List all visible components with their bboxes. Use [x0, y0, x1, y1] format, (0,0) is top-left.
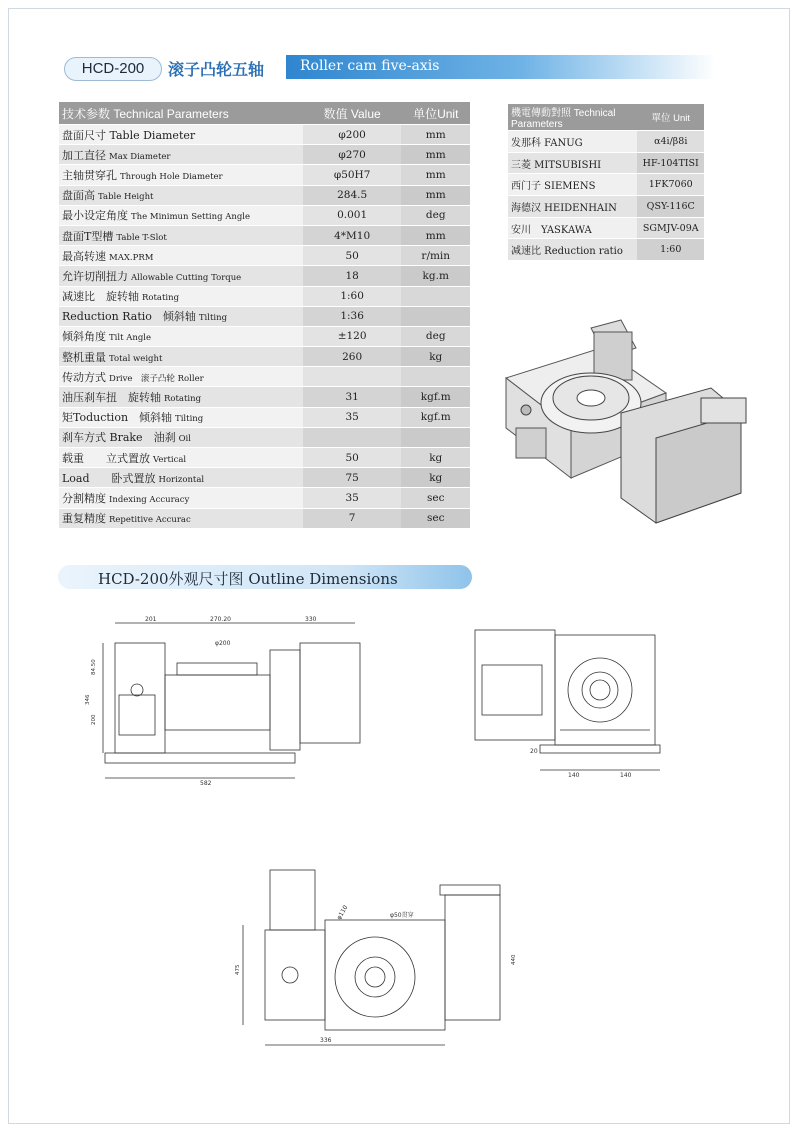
param-name — [59, 407, 303, 427]
title-chinese: 滚子凸轮五轴 — [168, 60, 265, 79]
param-name-en: Repetitive Accurac — [109, 515, 191, 526]
param-name-en: Max Diameter — [109, 151, 171, 162]
param-name — [59, 306, 303, 326]
technical-parameters-table — [59, 102, 470, 529]
top-view-drawing — [235, 865, 530, 1055]
param-name — [59, 468, 303, 488]
param-name-en: Table T-Slot — [116, 232, 167, 243]
param-value: φ200 — [303, 125, 402, 145]
param-value — [303, 367, 402, 387]
table-row — [508, 196, 704, 218]
table-row — [59, 488, 470, 508]
param-name-cn: 允许切削扭力 — [62, 269, 128, 283]
dim-phi110: φ110 — [335, 904, 350, 921]
param-name-cn: 重复精度 — [62, 512, 106, 526]
param-name-cn: Load 卧式置放 — [62, 471, 156, 485]
system-model: 1FK7060 — [637, 174, 704, 196]
dim-phi200: φ200 — [215, 640, 231, 647]
table-row — [59, 448, 470, 468]
param-name-cn: 减速比 旋转轴 — [62, 290, 139, 304]
system-name: 发那科 FANUG — [508, 131, 637, 153]
table-row — [59, 185, 470, 205]
table-row — [508, 131, 704, 153]
param-name-en: Indexing Accuracy — [109, 494, 190, 505]
param-name-en: Allowable Cutting Torque — [131, 272, 242, 283]
param-value: φ50H7 — [303, 165, 402, 185]
param-name-cn: 刹车方式 Brake 油刹 — [62, 431, 176, 445]
param-name-cn: 盘面T型槽 — [62, 229, 114, 243]
param-name-en: Tilting — [198, 313, 228, 324]
model-badge: HCD-200 — [64, 57, 162, 81]
param-name — [59, 488, 303, 508]
param-unit: kg — [401, 448, 470, 468]
outline-title: HCD-200外观尺寸图 Outline Dimensions — [98, 570, 398, 588]
header-parameters: 技术参数 Technical Parameters — [59, 102, 303, 125]
param-unit: mm — [401, 165, 470, 185]
param-unit — [401, 306, 470, 326]
param-name-en: Rotating — [164, 394, 202, 405]
param-name — [59, 266, 303, 286]
param-value: 1:36 — [303, 306, 402, 326]
side-view-drawing — [470, 625, 670, 785]
param-name — [59, 367, 303, 387]
param-name-cn: 加工直径 — [62, 148, 106, 162]
table-row — [59, 468, 470, 488]
dim-330: 330 — [305, 616, 317, 623]
table-row — [59, 125, 470, 145]
param-name-en: Drive 滚子凸轮 Roller — [109, 373, 204, 384]
front-view-drawing — [85, 615, 385, 795]
table-row — [59, 326, 470, 346]
param-unit: kg.m — [401, 266, 470, 286]
param-name-en: Rotating — [142, 293, 180, 304]
param-value: 31 — [303, 387, 402, 407]
table-row — [59, 347, 470, 367]
param-name — [59, 246, 303, 266]
table-row — [508, 174, 704, 196]
param-value: 75 — [303, 468, 402, 488]
param-name — [59, 225, 303, 245]
system-model: QSY-116C — [637, 196, 704, 218]
param-name-en: Through Hole Diameter — [120, 171, 223, 182]
system-name: 海德汉 HEIDENHAIN — [508, 196, 637, 218]
param-name-en: Oil — [178, 434, 191, 445]
param-name-en: Total weight — [109, 353, 163, 364]
header-value: 数值 Value — [303, 102, 402, 125]
param-name-cn: 传动方式 — [62, 370, 106, 384]
param-name-cn: 主轴贯穿孔 — [62, 168, 117, 182]
dim-phi50-through: φ50贯穿 — [390, 912, 414, 919]
param-name-en: The Minimun Setting Angle — [131, 212, 251, 223]
param-name — [59, 125, 303, 145]
param-name — [59, 347, 303, 367]
param-name-cn: Reduction Ratio 倾斜轴 — [62, 310, 196, 324]
param-value — [303, 427, 402, 447]
param-name-cn: 整机重量 — [62, 350, 106, 364]
table-row — [59, 225, 470, 245]
param-name — [59, 326, 303, 346]
param-name — [59, 387, 303, 407]
system-name: 西门子 SIEMENS — [508, 174, 637, 196]
param-name — [59, 286, 303, 306]
param-value: 35 — [303, 407, 402, 427]
param-name-cn: 矩Toduction 倾斜轴 — [62, 411, 173, 425]
param-unit: deg — [401, 326, 470, 346]
dim-270-20: 270.20 — [210, 616, 231, 623]
dim-84-50: 84.50 — [91, 659, 97, 675]
table-row — [59, 306, 470, 326]
param-name-en: Horizontal — [158, 474, 205, 485]
param-value: φ270 — [303, 145, 402, 165]
dim-582: 582 — [200, 780, 212, 787]
param-unit: mm — [401, 225, 470, 245]
param-name-en: Tilting — [175, 414, 204, 425]
param-name — [59, 145, 303, 165]
param-name — [59, 448, 303, 468]
param-name-en: Tilt Angle — [109, 333, 152, 344]
table-row — [508, 217, 704, 239]
product-photo — [496, 318, 756, 536]
outline-section-header — [58, 565, 472, 589]
system-name: 安川 YASKAWA — [508, 217, 637, 239]
param-unit: sec — [401, 488, 470, 508]
param-name — [59, 427, 303, 447]
param-value: 50 — [303, 448, 402, 468]
param-name — [59, 205, 303, 225]
dim-336: 336 — [320, 1037, 332, 1044]
table-row — [508, 239, 704, 261]
param-unit: kg — [401, 468, 470, 488]
table-row — [59, 205, 470, 225]
dim-200: 200 — [91, 714, 97, 725]
header-unit: 單位 Unit — [637, 104, 704, 131]
param-unit: deg — [401, 205, 470, 225]
system-name: 减速比 Reduction ratio — [508, 239, 637, 261]
system-name: 三菱 MITSUBISHI — [508, 152, 637, 174]
table-header-row — [508, 104, 704, 131]
table-row — [508, 152, 704, 174]
param-unit: sec — [401, 508, 470, 528]
header-unit: 单位Unit — [401, 102, 470, 125]
param-name-cn: 最高转速 — [62, 249, 106, 263]
title-banner — [64, 55, 716, 81]
dim-140-right: 140 — [620, 772, 632, 779]
param-value: 50 — [303, 246, 402, 266]
system-model: α4i/β8i — [637, 131, 704, 153]
param-unit: mm — [401, 145, 470, 165]
param-name-cn: 盘面高 — [62, 189, 95, 203]
param-name-cn: 油压刹车扭 旋转轴 — [62, 391, 161, 405]
table-row — [59, 266, 470, 286]
table-row — [59, 367, 470, 387]
table-row — [59, 165, 470, 185]
dim-475: 475 — [235, 964, 241, 975]
header-system: 機電傳動對照 Technical Parameters — [508, 104, 637, 131]
param-value: 260 — [303, 347, 402, 367]
param-unit — [401, 367, 470, 387]
param-name — [59, 185, 303, 205]
param-name-cn: 分割精度 — [62, 491, 106, 505]
table-row — [59, 407, 470, 427]
param-name-en: Table Height — [98, 192, 154, 203]
table-header-row — [59, 102, 470, 125]
param-name-en: Vertical — [153, 454, 187, 465]
param-unit: kgf.m — [401, 407, 470, 427]
param-name — [59, 508, 303, 528]
param-name-en: MAX.PRM — [109, 252, 154, 263]
table-row — [59, 508, 470, 528]
table-row — [59, 387, 470, 407]
title-bar — [286, 55, 716, 79]
param-value: 7 — [303, 508, 402, 528]
param-name — [59, 165, 303, 185]
param-unit: kg — [401, 347, 470, 367]
dim-20: 20 — [530, 748, 538, 755]
table-row — [59, 145, 470, 165]
param-name-cn: 倾斜角度 — [62, 330, 106, 344]
param-unit — [401, 427, 470, 447]
system-model: SGMJV-09A — [637, 217, 704, 239]
param-value: 1:60 — [303, 286, 402, 306]
dim-201: 201 — [145, 616, 157, 623]
param-unit: mm — [401, 125, 470, 145]
param-value: 18 — [303, 266, 402, 286]
param-value: 0.001 — [303, 205, 402, 225]
param-unit: r/min — [401, 246, 470, 266]
dim-440: 440 — [511, 954, 517, 965]
param-value: ±120 — [303, 326, 402, 346]
table-row — [59, 286, 470, 306]
param-value: 35 — [303, 488, 402, 508]
param-name-cn: 最小设定角度 — [62, 209, 128, 223]
param-unit: kgf.m — [401, 387, 470, 407]
dim-140-left: 140 — [568, 772, 580, 779]
motor-system-table — [508, 104, 704, 261]
param-unit — [401, 286, 470, 306]
title-english: Roller cam five-axis — [300, 58, 440, 74]
table-row — [59, 246, 470, 266]
system-model: 1:60 — [637, 239, 704, 261]
dim-346: 346 — [85, 694, 91, 705]
table-row — [59, 427, 470, 447]
param-name-cn: 载重 立式置放 — [62, 451, 150, 465]
param-value: 284.5 — [303, 185, 402, 205]
param-name-cn: 盘面尺寸 Table Diameter — [62, 128, 196, 142]
system-model: HF-104TISI — [637, 152, 704, 174]
param-value: 4*M10 — [303, 225, 402, 245]
param-unit: mm — [401, 185, 470, 205]
